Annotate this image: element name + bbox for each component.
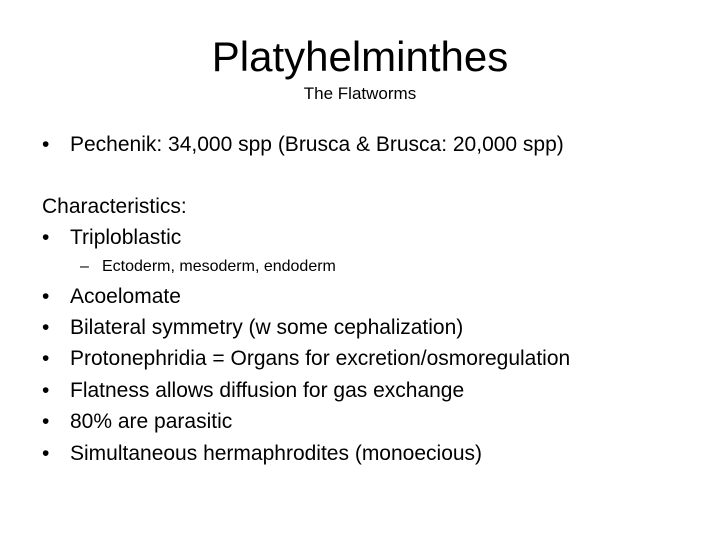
bullet-marker: •: [42, 442, 50, 465]
bullet-text: Triploblastic: [70, 226, 182, 249]
bullet-item-protonephridia: [42, 345, 570, 373]
bullet-item-acoelomate: [42, 283, 181, 311]
bullet-text: Pechenik: 34,000 spp (Brusca & Brusca: 20,000 spp): [70, 133, 564, 156]
bullet-text: Bilateral symmetry (w some cephalization): [70, 316, 464, 339]
bullet-marker: •: [42, 316, 50, 339]
bullet-text: Flatness allows diffusion for gas exchange: [70, 379, 465, 402]
sub-bullet-text: Ectoderm, mesoderm, endoderm: [102, 258, 336, 275]
bullet-item-hermaphrodites: [42, 440, 482, 468]
bullet-marker: •: [42, 379, 50, 402]
bullet-marker: •: [42, 347, 50, 370]
bullet-item-parasitic: [42, 408, 232, 436]
bullet-marker: •: [42, 285, 50, 308]
bullet-marker: •: [42, 226, 50, 249]
bullet-text: 80% are parasitic: [70, 410, 233, 433]
characteristics-heading: Characteristics:: [42, 195, 187, 218]
bullet-text: Simultaneous hermaphrodites (monoecious): [70, 442, 483, 465]
sub-bullet-item-germ-layers: [80, 256, 336, 278]
slide-subtitle: The Flatworms: [303, 84, 417, 103]
bullet-text: Acoelomate: [70, 285, 181, 308]
bullet-marker: •: [42, 133, 50, 156]
dash-marker: –: [80, 258, 89, 275]
bullet-item-flatness: [42, 377, 464, 405]
bullet-item-bilateral-symmetry: [42, 314, 463, 342]
slide-title: Platyhelminthes: [211, 33, 509, 80]
bullet-item-triploblastic: [42, 224, 181, 252]
bullet-marker: •: [42, 410, 50, 433]
bullet-text: Protonephridia = Organs for excretion/osmoregulation: [70, 347, 571, 370]
bullet-item-species-count: [42, 131, 564, 159]
